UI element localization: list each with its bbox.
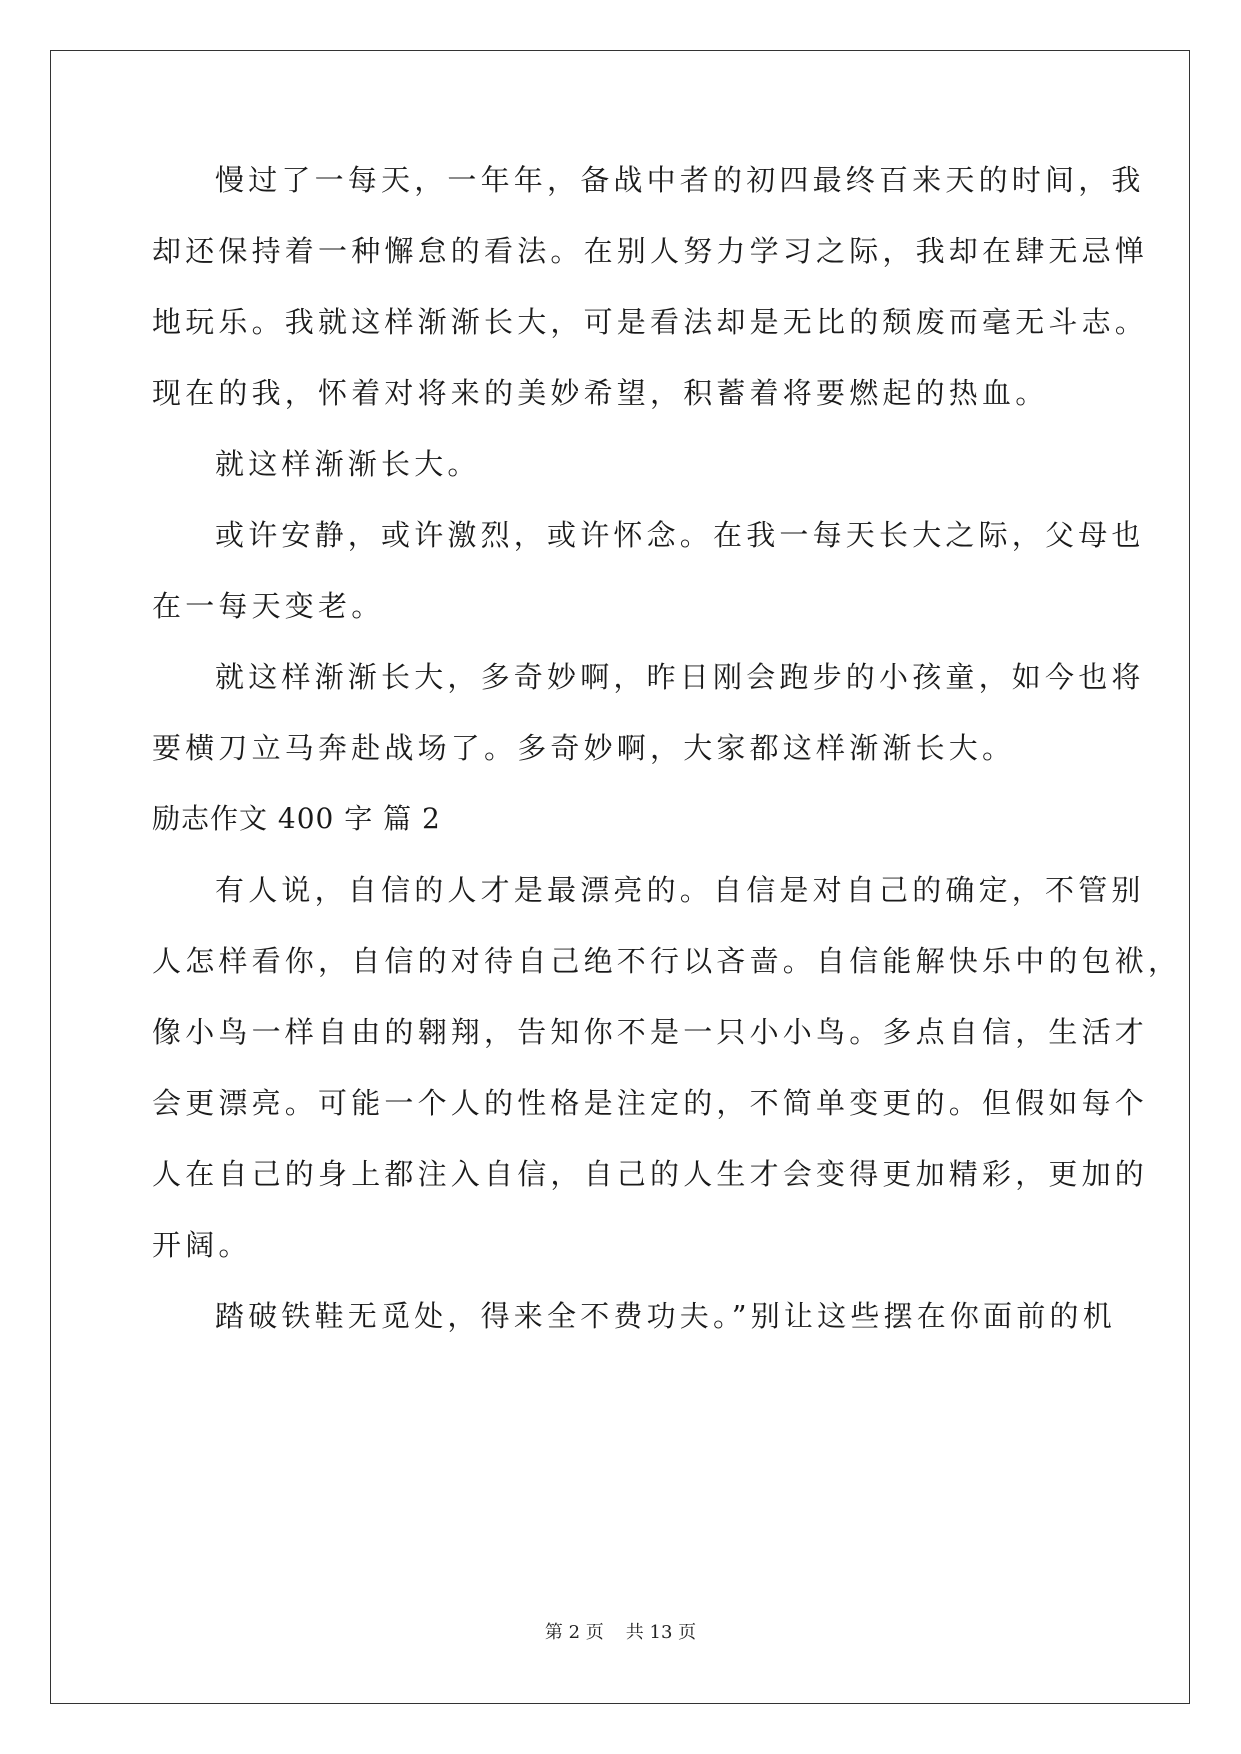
text-line: 却还保持着一种懈怠的看法。在别人努力学习之际，我却在肆无忌惮 xyxy=(152,234,1149,268)
text-line: 人在自己的身上都注入自信，自己的人生才会变得更加精彩，更加的 xyxy=(152,1157,1149,1191)
text-line: 有人说，自信的人才是最漂亮的。自信是对自己的确定，不管别 xyxy=(215,873,1145,907)
text-line: 就这样渐渐长大。 xyxy=(215,447,481,481)
text-line: 要横刀立马奔赴战场了。多奇妙啊，大家都这样渐渐长大。 xyxy=(152,731,1016,765)
page-total: 共 13 页 xyxy=(625,1622,697,1643)
text-line: 会更漂亮。可能一个人的性格是注定的，不简单变更的。但假如每个 xyxy=(152,1086,1149,1120)
page-footer xyxy=(0,1621,1241,1645)
text-line: 人怎样看你，自信的对待自己绝不行以吝啬。自信能解快乐中的包袱， xyxy=(152,944,1182,978)
text-line: 踏破铁鞋无觅处，得来全不费功夫。”别让这些摆在你面前的机 xyxy=(215,1299,1116,1333)
text-line: 现在的我，怀着对将来的美妙希望，积蓄着将要燃起的热血。 xyxy=(152,376,1049,410)
section-heading: 励志作文 400 字 篇 2 xyxy=(152,802,441,835)
text-line: 像小鸟一样自由的翱翔，告知你不是一只小小鸟。多点自信，生活才 xyxy=(152,1015,1149,1049)
text-line: 或许安静，或许激烈，或许怀念。在我一每天长大之际，父母也 xyxy=(215,518,1145,552)
page-number: 第 2 页 xyxy=(544,1622,604,1643)
text-line: 地玩乐。我就这样渐渐长大，可是看法却是无比的颓废而毫无斗志。 xyxy=(152,305,1149,339)
text-line: 就这样渐渐长大，多奇妙啊，昨日刚会跑步的小孩童，如今也将 xyxy=(215,660,1145,694)
text-line: 开阔。 xyxy=(152,1228,252,1262)
text-line: 在一每天变老。 xyxy=(152,589,385,623)
text-line: 慢过了一每天，一年年，备战中者的初四最终百来天的时间，我 xyxy=(215,163,1145,197)
